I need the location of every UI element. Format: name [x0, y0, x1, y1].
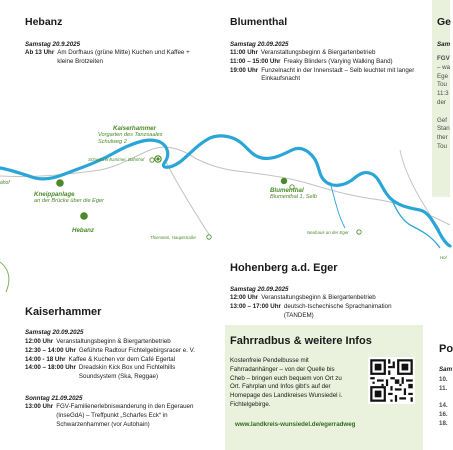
map-label-neuhaus: Neuhaus an der Eger	[307, 230, 349, 235]
kaiserhammer-title: Kaiserhammer	[25, 306, 102, 318]
kaiserhammer-date-sat: Samstag 20.09.2025	[25, 329, 84, 336]
right-top-date: Sam	[437, 41, 451, 48]
bus-stop-schwarzenhammer	[150, 158, 154, 162]
kaiserhammer-date-sun: Sonntag 21.09.2025	[25, 395, 83, 402]
right-bottom-date: Sam	[439, 366, 453, 373]
road	[0, 262, 9, 292]
map-label-schwarzenhammer: Schwarzenhammer, Bahnhof	[88, 157, 145, 162]
road	[165, 160, 210, 236]
event-row: Ab 13 Uhr Am Dorfhaus (grüne Mitte) Kuchen und Kaffee + kleine Brotzeiten	[25, 49, 190, 65]
fahrradbus-text: Kostenfreie Pendelbusse mit Fahrradanhänger – von der Quelle bis Cheb – bringen euch bequem von Ort zu Ort. Fahrplan und Infos gibt's auf der Homepage des Landkreises Wunsiedel i. Fichtelgebirge.	[230, 357, 343, 408]
hohenberg-title: Hohenberg a.d. Eger	[230, 262, 338, 274]
location-dot-blumenthal	[281, 178, 287, 184]
map-label-kaiserhammer: Kaiserhammer	[113, 125, 156, 132]
location-dot-hebanz	[80, 212, 88, 220]
event-row: 12:30 – 14:00 Uhr Geführte Radtour Fichtelgebirgsracer e. V.	[25, 346, 195, 354]
right-bottom-title: Po	[439, 343, 453, 355]
hohenberg-date: Samstag 20.09.2025	[230, 286, 289, 293]
map-label-right-cut: Hol	[440, 255, 447, 260]
fahrradbus-panel	[225, 325, 423, 450]
hebanz-events	[25, 49, 230, 67]
right-bottom-panel	[432, 325, 453, 450]
event-row: 13:00 Uhr FGV-Familienerlebniswanderung in den Egerauen (InseGdA) – Treffpunkt „Scharfes Eck“ in Schwarzenhammer (vor Autohain)	[25, 403, 194, 428]
location-dot-kaiserhammer-inner	[156, 157, 159, 160]
blumenthal-events	[230, 49, 430, 84]
kaiserhammer-events-sun	[25, 403, 225, 429]
event-row: 12:00 Uhr Veranstaltungsbeginn & Biergartenbetrieb	[230, 294, 376, 301]
event-row: 13:00 – 17:00 Uhr deutsch-tschechische Sprachanimation (TANDEM)	[230, 302, 392, 319]
bus-stop-neuhaus	[357, 230, 361, 234]
right-top-title: Ge	[437, 16, 452, 28]
bus-stop-thierstein	[207, 235, 211, 239]
road	[400, 150, 440, 230]
event-row: 14:00 - 18 Uhr Kaffee & Kuchen vor dem Café Egertal	[25, 355, 176, 363]
qr-code-icon[interactable]	[368, 357, 415, 404]
fahrradbus-link[interactable]: www.landkreis-wunsiedel.de/egerradweg	[235, 421, 356, 428]
right-bottom-lines: 10. 11. 14. 16. 18.	[439, 376, 448, 427]
kaiserhammer-events-sat	[25, 338, 225, 382]
map-label-left-cut: ahof	[0, 180, 10, 186]
fahrradbus-title: Fahrradbus & weitere Infos	[230, 335, 372, 347]
event-row: 14:00 – 18:00 Uhr Dreadskin Kick Box und Fichtelhills Soundsystem (Ska, Reggae)	[25, 364, 176, 381]
event-row: 19:00 Uhr Funzelnacht in der Innenstadt – Selb leuchtet mit langer Einkaufsnacht	[230, 66, 415, 83]
map-label-blumenthal-address: Blumenthal 1, Selb	[270, 194, 317, 200]
map-label-blumenthal: Blumenthal	[270, 187, 304, 194]
egertal-map	[0, 95, 450, 265]
event-row: 11:00 Uhr Veranstaltungsbeginn & Biergartenbetrieb	[230, 49, 376, 56]
event-row: 11:00 – 15:00 Uhr Freaky Blinders (Varying Walking Band)	[230, 57, 393, 65]
map-label-kneippanlage: Kneippanlage	[34, 191, 75, 198]
blumenthal-date: Samstag 20.09.2025	[230, 41, 289, 48]
hebanz-date: Samstag 20.9.2025	[25, 41, 81, 48]
hohenberg-events	[230, 294, 430, 320]
map-label-kneippanlage-address: an der Brücke über die Eger	[34, 198, 104, 204]
blumenthal-title: Blumenthal	[230, 16, 288, 28]
event-row: 12:00 Uhr Veranstaltungsbeginn & Biergartenbetrieb	[25, 338, 171, 345]
map-label-hebanz: Hebanz	[72, 227, 95, 234]
eger-river-tributary	[330, 182, 345, 228]
hebanz-title: Hebanz	[25, 16, 63, 28]
map-label-kaiserhammer-address: Vorgarten des Tanzsaales Schulweg 2	[98, 132, 163, 145]
location-dot-kneippanlage	[56, 179, 64, 187]
right-top-lines: FGV – wa Ege Tou 11:3 der Gef Stan ther Tou	[437, 55, 451, 150]
map-label-thierstein: Thierstein, Hauptstraße	[150, 235, 196, 240]
